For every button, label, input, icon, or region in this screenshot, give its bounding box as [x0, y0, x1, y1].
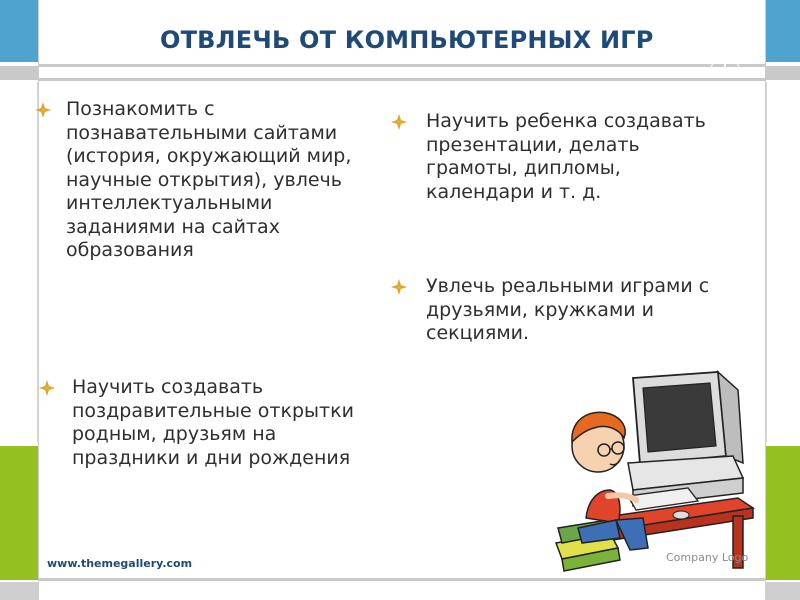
- bullet-item: [34, 98, 374, 263]
- bullet-text: Увлечь реальными играми с друзьями, кружками и секциями.: [426, 275, 710, 344]
- frame-left-line: [38, 0, 39, 600]
- diamond-bullet-icon: [34, 101, 52, 119]
- header-divider-lower: [38, 78, 766, 81]
- bullet-item: [390, 275, 720, 346]
- bullet-item: [390, 110, 720, 204]
- company-logo-text: Company Logo: [666, 551, 749, 564]
- frame-left-gray-block: [0, 66, 38, 80]
- bullet-text: Познакомить с познавательными сайтами (история, окружающий мир, научные открытия), увлечь интеллектуальными заданиями на сайтах образования: [66, 98, 352, 261]
- diamond-bullet-icon: [38, 379, 56, 397]
- frame-right-white-block: [766, 82, 800, 442]
- sparkle-star-icon: [690, 4, 760, 74]
- frame-left-blue-block: [0, 0, 38, 62]
- slide-title: ОТВЛЕЧЬ ОТ КОМПЬЮТЕРНЫХ ИГР: [160, 26, 654, 54]
- frame-right-blue-block: [766, 0, 800, 62]
- frame-right-green-block: [766, 446, 800, 580]
- footer-url: www.themegallery.com: [47, 557, 193, 570]
- diamond-bullet-icon: [390, 113, 408, 131]
- bullet-text: Научить ребенка создавать презентации, делать грамоты, дипломы, календари и т. д.: [426, 110, 706, 203]
- boy-at-computer-clipart: [548, 368, 758, 580]
- header-divider: [38, 64, 766, 67]
- frame-left-green-block: [0, 446, 38, 580]
- frame-right-gray-block: [766, 66, 800, 80]
- frame-left-white-block: [0, 82, 38, 442]
- diamond-bullet-icon: [390, 278, 408, 296]
- frame-right-bottom-block: [766, 582, 800, 600]
- frame-left-bottom-block: [0, 582, 38, 600]
- bullet-text: Научить создавать поздравительные открытки родным, друзьям на праздники и дни рождения: [72, 376, 354, 469]
- bullet-item: [38, 376, 378, 470]
